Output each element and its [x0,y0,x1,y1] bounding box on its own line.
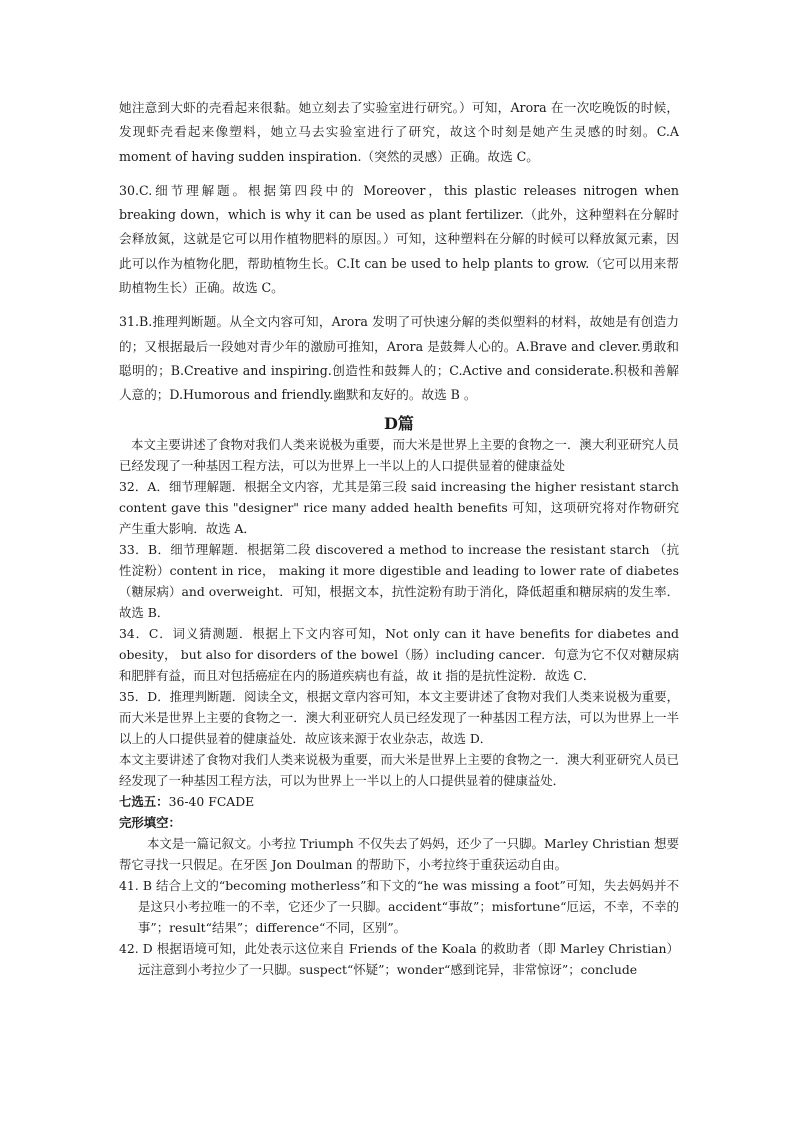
q29-continuation: 她注意到大虾的壳看起来很黏。她立刻去了实验室进行研究。）可知，Arora 在一次吃晚饭的时候，发现虾壳看起来像塑料，她立马去实验室进行了研究，故这个时刻是她产生灵感的时刻。C.A moment of having sudden inspiration.（突然的灵感）正确。故选 C。 [119,100,679,164]
q41-explanation: 41. B 结合上文的“becoming motherless”和下文的“he was missing a foot”可知，失去妈妈并不是这只小考拉唯一的不幸，它还少了一只脚。accident“事故”；misfortune“厄运，不幸，不幸的事”；result“结果”；difference“不同，区别”。 [119,877,679,935]
seven-choose-five-label: 七选五： [119,793,169,809]
q33-explanation: 33．B．细节理解题．根据第二段 discovered a method to increase the resistant starch （抗性淀粉）content in rice， making it more digestible and leading to lower rate of diabetes （糖尿病）and overweight．可知，根据文本，抗性淀粉有助于消化，降低超重和糖尿病的发生率．故选 B． [119,541,679,620]
q34-explanation: 34．C．词义猜测题．根据上下文内容可知，Not only can it have benefits for diabetes and obesity， but also for disorders of the bowel（肠）including cancer．句意为它不仅对糖尿病和肥胖有益，而且对包括癌症在内的肠道疾病也有益，故 it 指的是抗性淀粉．故选 C． [119,625,679,683]
seven-choose-five-answers: 36-40 FCADE [168,793,255,809]
section-d-summary-repeat: 本文主要讲述了食物对我们人类来说极为重要，而大米是世界上主要的食物之一．澳大利亚研究人员已经发现了一种基因工程方法，可以为世界上一半以上的人口提供显着的健康益处． [119,751,679,788]
q31-explanation: 31.B.推理判断题。从全文内容可知，Arora 发明了可快速分解的类似塑料的材料，故她是有创造力的；又根据最后一段她对青少年的激励可推知，Arora 是鼓舞人心的。A.Brave and clever.勇敢和聪明的；B.Creative and inspiring.创造性和鼓舞人的；C.Active and considerate.积极和善解人意的；D.Humorous and friendly.幽默和友好的。故选 B 。 [119,314,679,403]
cloze-intro: 本文是一篇记叙文。小考拉 Triumph 不仅失去了妈妈，还少了一只脚。Marley Christian 想要帮它寻找一只假足。在牙医 Jon Doulman 的帮助下，小考拉终于重获运动自由。 [119,835,679,872]
section-d-summary: 本文主要讲述了食物对我们人类来说极为重要，而大米是世界上主要的食物之一．澳大利亚研究人员已经发现了一种基因工程方法，可以为世界上一半以上的人口提供显着的健康益处 [119,436,679,473]
section-d-heading: D篇 [384,413,414,433]
q32-explanation: 32．A．细节理解题．根据全文内容，尤其是第三段 said increasing the higher resistant starch content gave this "designer" rice many added health benefits 可知，这项研究将对作物研究产生重大影响．故选 A． [119,478,679,536]
q35-explanation: 35．D．推理判断题．阅读全文，根据文章内容可知，本文主要讲述了食物对我们人类来说极为重要，而大米是世界上主要的食物之一．澳大利亚研究人员已经发现了一种基因工程方法，可以为世界上一半以上的人口提供显着的健康益处．故应该来源于农业杂志，故选 D． [119,688,679,746]
q42-explanation: 42. D 根据语境可知，此处表示这位来自 Friends of the Koala 的救助者（即 Marley Christian）远注意到小考拉少了一只脚。suspect“怀疑”；wonder“感到诧异，非常惊讶”；conclude [119,940,679,977]
document-page [119,96,679,980]
q30-explanation: 30.C.细节理解题。根据第四段中的 Moreover，this plastic releases nitrogen when breaking down，which is why it can be used as plant fertilizer.（此外，这种塑料在分解时会释放氮，这就是它可以用作植物肥料的原因。）可知，这种塑料在分解的时候可以释放氮元素，因此可以作为植物化肥，帮助植物生长。C.It can be used to help plants to grow.（它可以用来帮助植物生长）正确。故选 C。 [119,182,679,296]
cloze-heading: 完形填空： [119,814,181,830]
seven-choose-five-line [119,791,679,812]
